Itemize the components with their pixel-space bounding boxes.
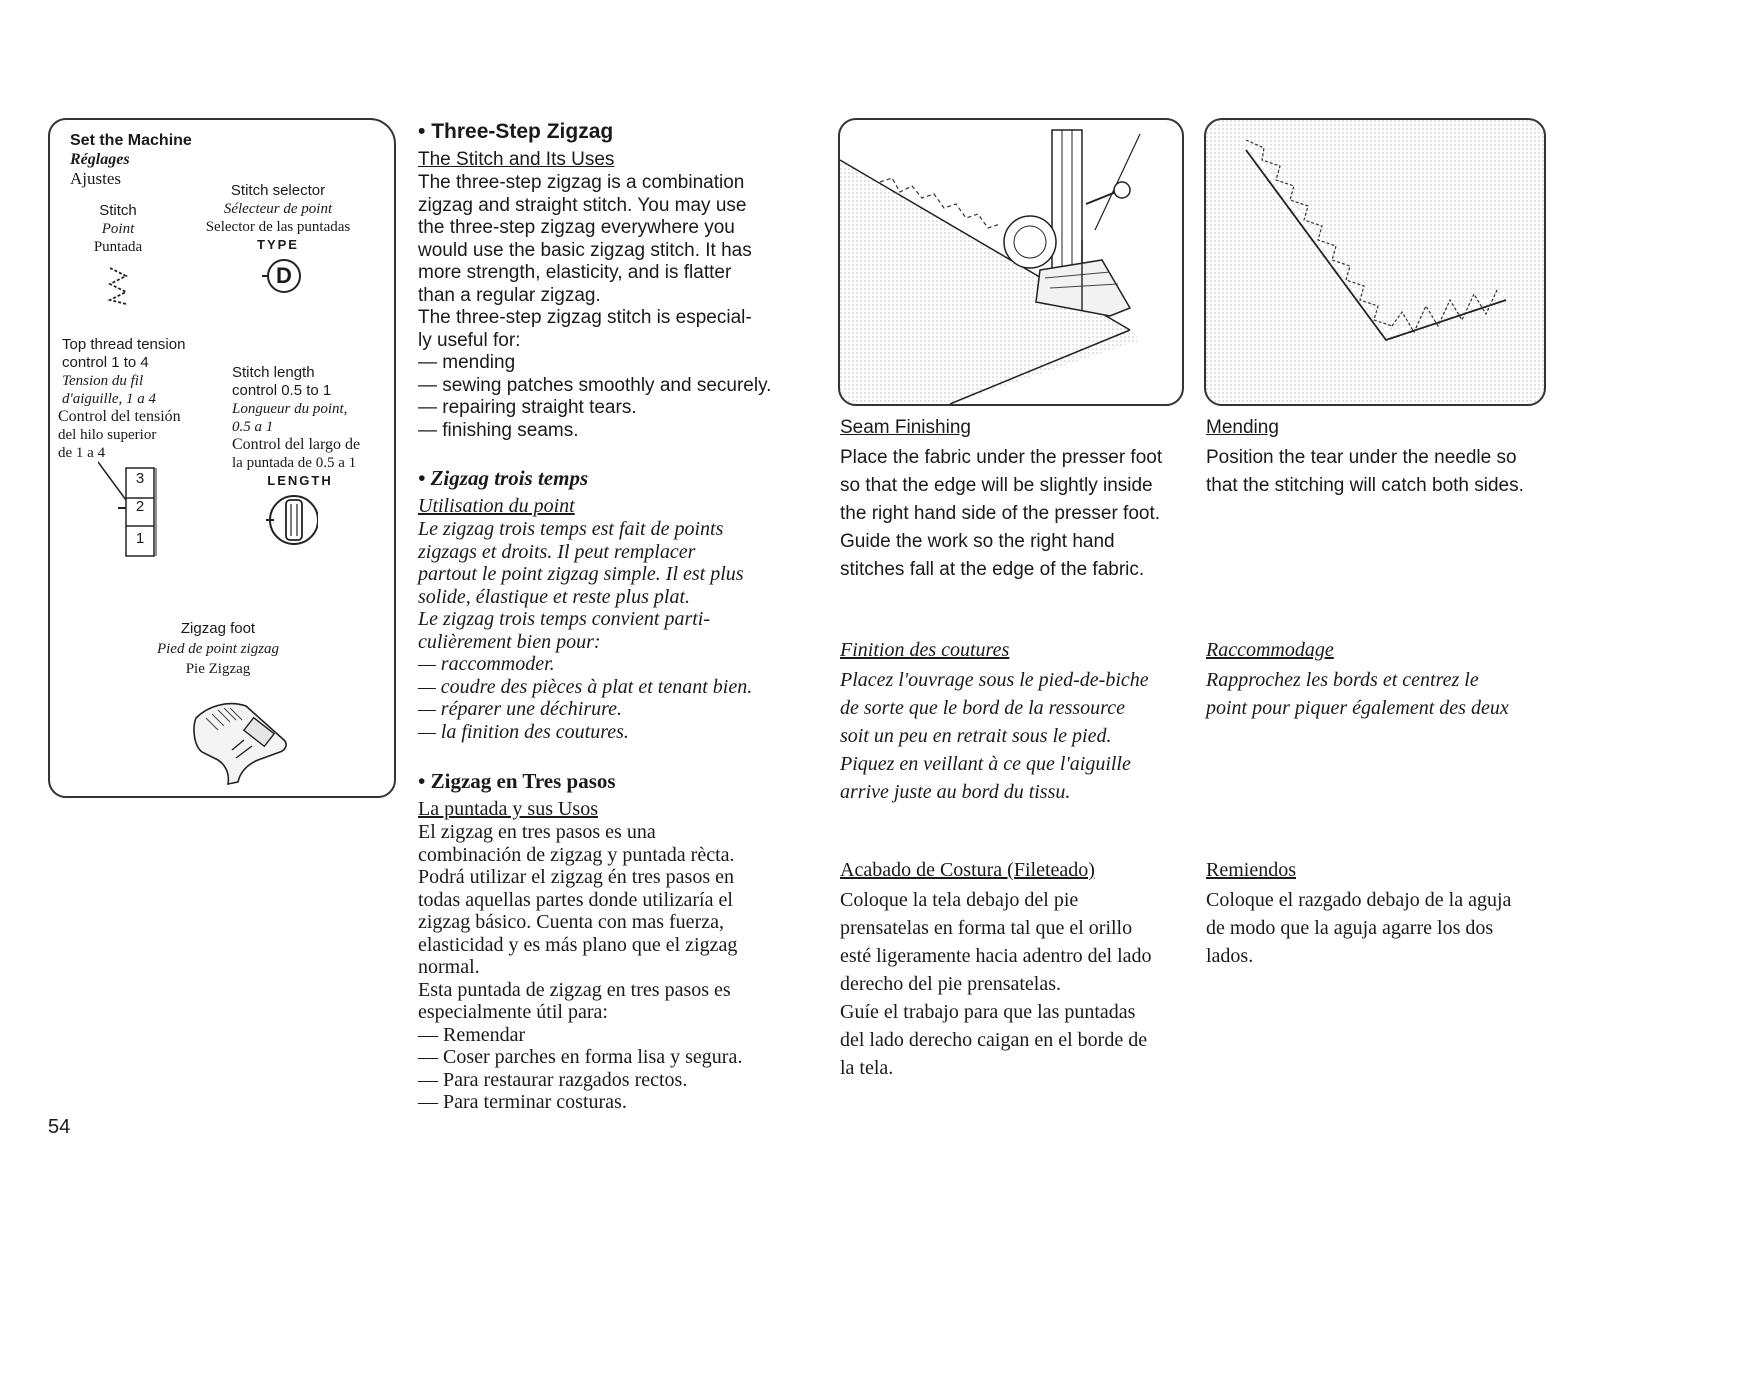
seam-caption-es: Acabado de Costura (Fileteado) — [840, 859, 1095, 881]
paragraph-line-es: combinación de zigzag y puntada rècta. — [418, 843, 735, 866]
seam-finishing-es — [840, 856, 1190, 1082]
tension-en-2: control 1 to 4 — [62, 354, 149, 371]
seam-text-line-es: derecho del pie prensatelas. — [840, 973, 1062, 995]
mend-text-line-fr: Rapprochez les bords et centrez le — [1206, 669, 1479, 691]
paragraph-line-en: than a regular zigzag. — [418, 284, 601, 306]
seam-text-line-es: Coloque la tela debajo del pie — [840, 889, 1079, 911]
set-machine-fr: Réglages — [70, 151, 130, 168]
paragraph-line-es: zigzag básico. Cuenta con mas fuerza, — [418, 911, 724, 933]
seam-text-line-en: Guide the work so the right hand — [840, 531, 1115, 552]
mend-text-line-en: Position the tear under the needle so — [1206, 447, 1517, 468]
stitch-fr: Point — [101, 221, 135, 237]
heading-en: • Three-Step Zigzag — [418, 120, 614, 143]
mend-caption-es: Remiendos — [1206, 859, 1296, 881]
paragraph-line-en: would use the basic zigzag stitch. It has — [418, 239, 752, 261]
seam-text-line-es: prensatelas en forma tal que el orillo — [840, 917, 1133, 939]
seam-text-line-es: Guíe el trabajo para que las puntadas — [840, 1001, 1136, 1023]
paragraph-line-es: especialmente útil para: — [418, 1001, 608, 1023]
settings-box — [48, 118, 396, 798]
tension-fr-1: Tension du fil — [62, 373, 144, 389]
length-es-2: la puntada de 0.5 a 1 — [232, 455, 357, 471]
seam-text-line-fr: arrive juste au bord du tissu. — [840, 781, 1071, 803]
paragraph-line-fr: solide, élastique et reste plus plat. — [418, 585, 691, 608]
paragraph-line-en: more strength, elasticity, and is flatter — [418, 262, 732, 283]
seam-text-line-en: Place the fabric under the presser foot — [840, 447, 1163, 468]
mending-es — [1206, 856, 1556, 970]
mend-text-line-es: de modo que la aguja agarre los dos — [1206, 917, 1494, 939]
set-machine-en: Set the Machine — [70, 132, 192, 149]
three-step-zigzag-icon — [104, 266, 132, 306]
paragraph-line-es: todas aquellas partes donde utilizaría el — [418, 888, 733, 911]
mend-text-line-fr: point pour piquer également des deux — [1206, 697, 1509, 719]
seam-text-line-fr: Placez l'ouvrage sous le pied-de-biche — [840, 669, 1149, 691]
seam-text-line-en: the right hand side of the presser foot. — [840, 503, 1161, 524]
selector-fr: Sélecteur de point — [223, 201, 333, 217]
three-step-zigzag-section — [418, 118, 790, 1114]
seam-caption-fr: Finition des coutures — [840, 639, 1010, 661]
tension-fr-2: d'aiguille, 1 a 4 — [62, 391, 157, 407]
seam-text-line-fr: de sorte que le bord de la ressource — [840, 697, 1125, 719]
paragraph-line-fr: Le zigzag trois temps convient parti- — [418, 608, 711, 630]
selector-es: Selector de las puntadas — [205, 219, 351, 235]
paragraph-line-en: The three-step zigzag stitch is especial- — [418, 307, 752, 328]
seam-finishing-en — [840, 414, 1190, 584]
seam-text-line-en: stitches fall at the edge of the fabric. — [840, 559, 1145, 580]
heading-es: • Zigzag en Tres pasos — [418, 769, 616, 793]
mend-text-line-en: that the stitching will catch both sides. — [1206, 475, 1524, 496]
length-en-2: control 0.5 to 1 — [232, 382, 332, 399]
seam-text-line-es: del lado derecho caigan en el borde de — [840, 1029, 1148, 1051]
subheading-es: La puntada y sus Usos — [418, 798, 598, 820]
seam-caption-en: Seam Finishing — [840, 417, 971, 438]
length-es-1: Control del largo de — [232, 436, 361, 453]
length-dial-icon — [262, 494, 318, 548]
seam-finishing-illustration — [838, 118, 1184, 406]
seam-text-line-es: esté ligeramente hacia adentro del lado — [840, 945, 1152, 967]
length-en-1: Stitch length — [232, 364, 315, 381]
mending-fr — [1206, 636, 1556, 722]
mend-caption-en: Mending — [1206, 417, 1279, 438]
seam-text-line-es: la tela. — [840, 1057, 894, 1079]
zigzag-foot-icon — [188, 688, 298, 788]
seam-text-line-fr: soit un peu en retrait sous le pied. — [840, 725, 1112, 747]
stitch-selector-dial-icon — [262, 256, 302, 296]
subheading-fr: Utilisation du point — [418, 495, 575, 517]
list-item-es: — Para restaurar razgados rectos. — [418, 1069, 790, 1092]
paragraph-line-es: normal. — [418, 956, 480, 978]
paragraph-line-en: zigzag and straight stitch. You may use — [418, 194, 747, 216]
paragraph-line-es: El zigzag en tres pasos es una — [418, 821, 656, 843]
tension-en-1: Top thread tension — [62, 336, 186, 353]
foot-en: Zigzag foot — [180, 620, 256, 637]
paragraph-line-es: elasticidad y es más plano que el zigzag — [418, 933, 738, 956]
mend-text-line-es: Coloque el razgado debajo de la aguja — [1206, 889, 1512, 911]
paragraph-line-en: The three-step zigzag is a combination — [418, 172, 745, 193]
stitch-es: Puntada — [93, 239, 143, 255]
length-label: LENGTH — [267, 473, 333, 488]
tension-dial-1: 1 — [135, 530, 145, 547]
tension-es-3: de 1 a 4 — [58, 445, 106, 461]
list-item-fr: — la finition des coutures. — [418, 721, 790, 744]
seam-text-line-en: so that the edge will be slightly inside — [840, 475, 1153, 496]
subheading-en: The Stitch and Its Uses — [418, 149, 615, 170]
paragraph-line-en: ly useful for: — [418, 329, 521, 351]
selector-en: Stitch selector — [230, 182, 326, 199]
foot-fr: Pied de point zigzag — [156, 641, 280, 657]
tension-es-2: del hilo superior — [58, 427, 157, 443]
set-machine-es: Ajustes — [70, 169, 121, 188]
list-item-en: — sewing patches smoothly and securely. — [418, 375, 790, 398]
list-item-fr: — raccommoder. — [418, 653, 790, 676]
page-number: 54 — [48, 1116, 71, 1138]
list-item-es: — Para terminar costuras. — [418, 1091, 790, 1114]
stitch-en: Stitch — [99, 202, 137, 219]
mending-en — [1206, 414, 1556, 500]
paragraph-line-fr: Le zigzag trois temps est fait de points — [418, 518, 724, 540]
tension-es-1: Control del tensión — [58, 408, 181, 425]
list-item-en: — repairing straight tears. — [418, 397, 790, 420]
list-item-es: — Remendar — [418, 1024, 790, 1047]
paragraph-line-es: Esta puntada de zigzag en tres pasos es — [418, 978, 731, 1001]
list-item-en: — mending — [418, 352, 790, 375]
paragraph-line-en: the three-step zigzag everywhere you — [418, 217, 735, 238]
list-item-es: — Coser parches en forma lisa y segura. — [418, 1046, 790, 1069]
length-fr-2: 0.5 a 1 — [232, 419, 274, 435]
paragraph-line-es: Podrá utilizar el zigzag én tres pasos en — [418, 866, 734, 888]
paragraph-line-fr: culièrement bien pour: — [418, 630, 601, 653]
paragraph-line-fr: partout le point zigzag simple. Il est plus — [418, 563, 744, 585]
tension-dial-2: 2 — [135, 498, 145, 515]
length-fr-1: Longueur du point, — [232, 401, 348, 417]
mending-illustration — [1204, 118, 1546, 406]
tension-dial-3: 3 — [135, 470, 145, 487]
seam-text-line-fr: Piquez en veillant à ce que l'aiguille — [840, 753, 1131, 775]
heading-fr: • Zigzag trois temps — [418, 466, 589, 490]
foot-es: Pie Zigzag — [185, 661, 251, 677]
type-label: TYPE — [257, 237, 299, 252]
mend-text-line-es: lados. — [1206, 945, 1254, 967]
type-value: D — [276, 263, 292, 288]
list-item-fr: — réparer une déchirure. — [418, 698, 790, 721]
paragraph-line-fr: zigzags et droits. Il peut remplacer — [418, 540, 696, 563]
list-item-en: — finishing seams. — [418, 420, 790, 443]
mend-caption-fr: Raccommodage — [1206, 639, 1334, 661]
seam-finishing-fr — [840, 636, 1190, 806]
list-item-fr: — coudre des pièces à plat et tenant bien. — [418, 676, 790, 699]
